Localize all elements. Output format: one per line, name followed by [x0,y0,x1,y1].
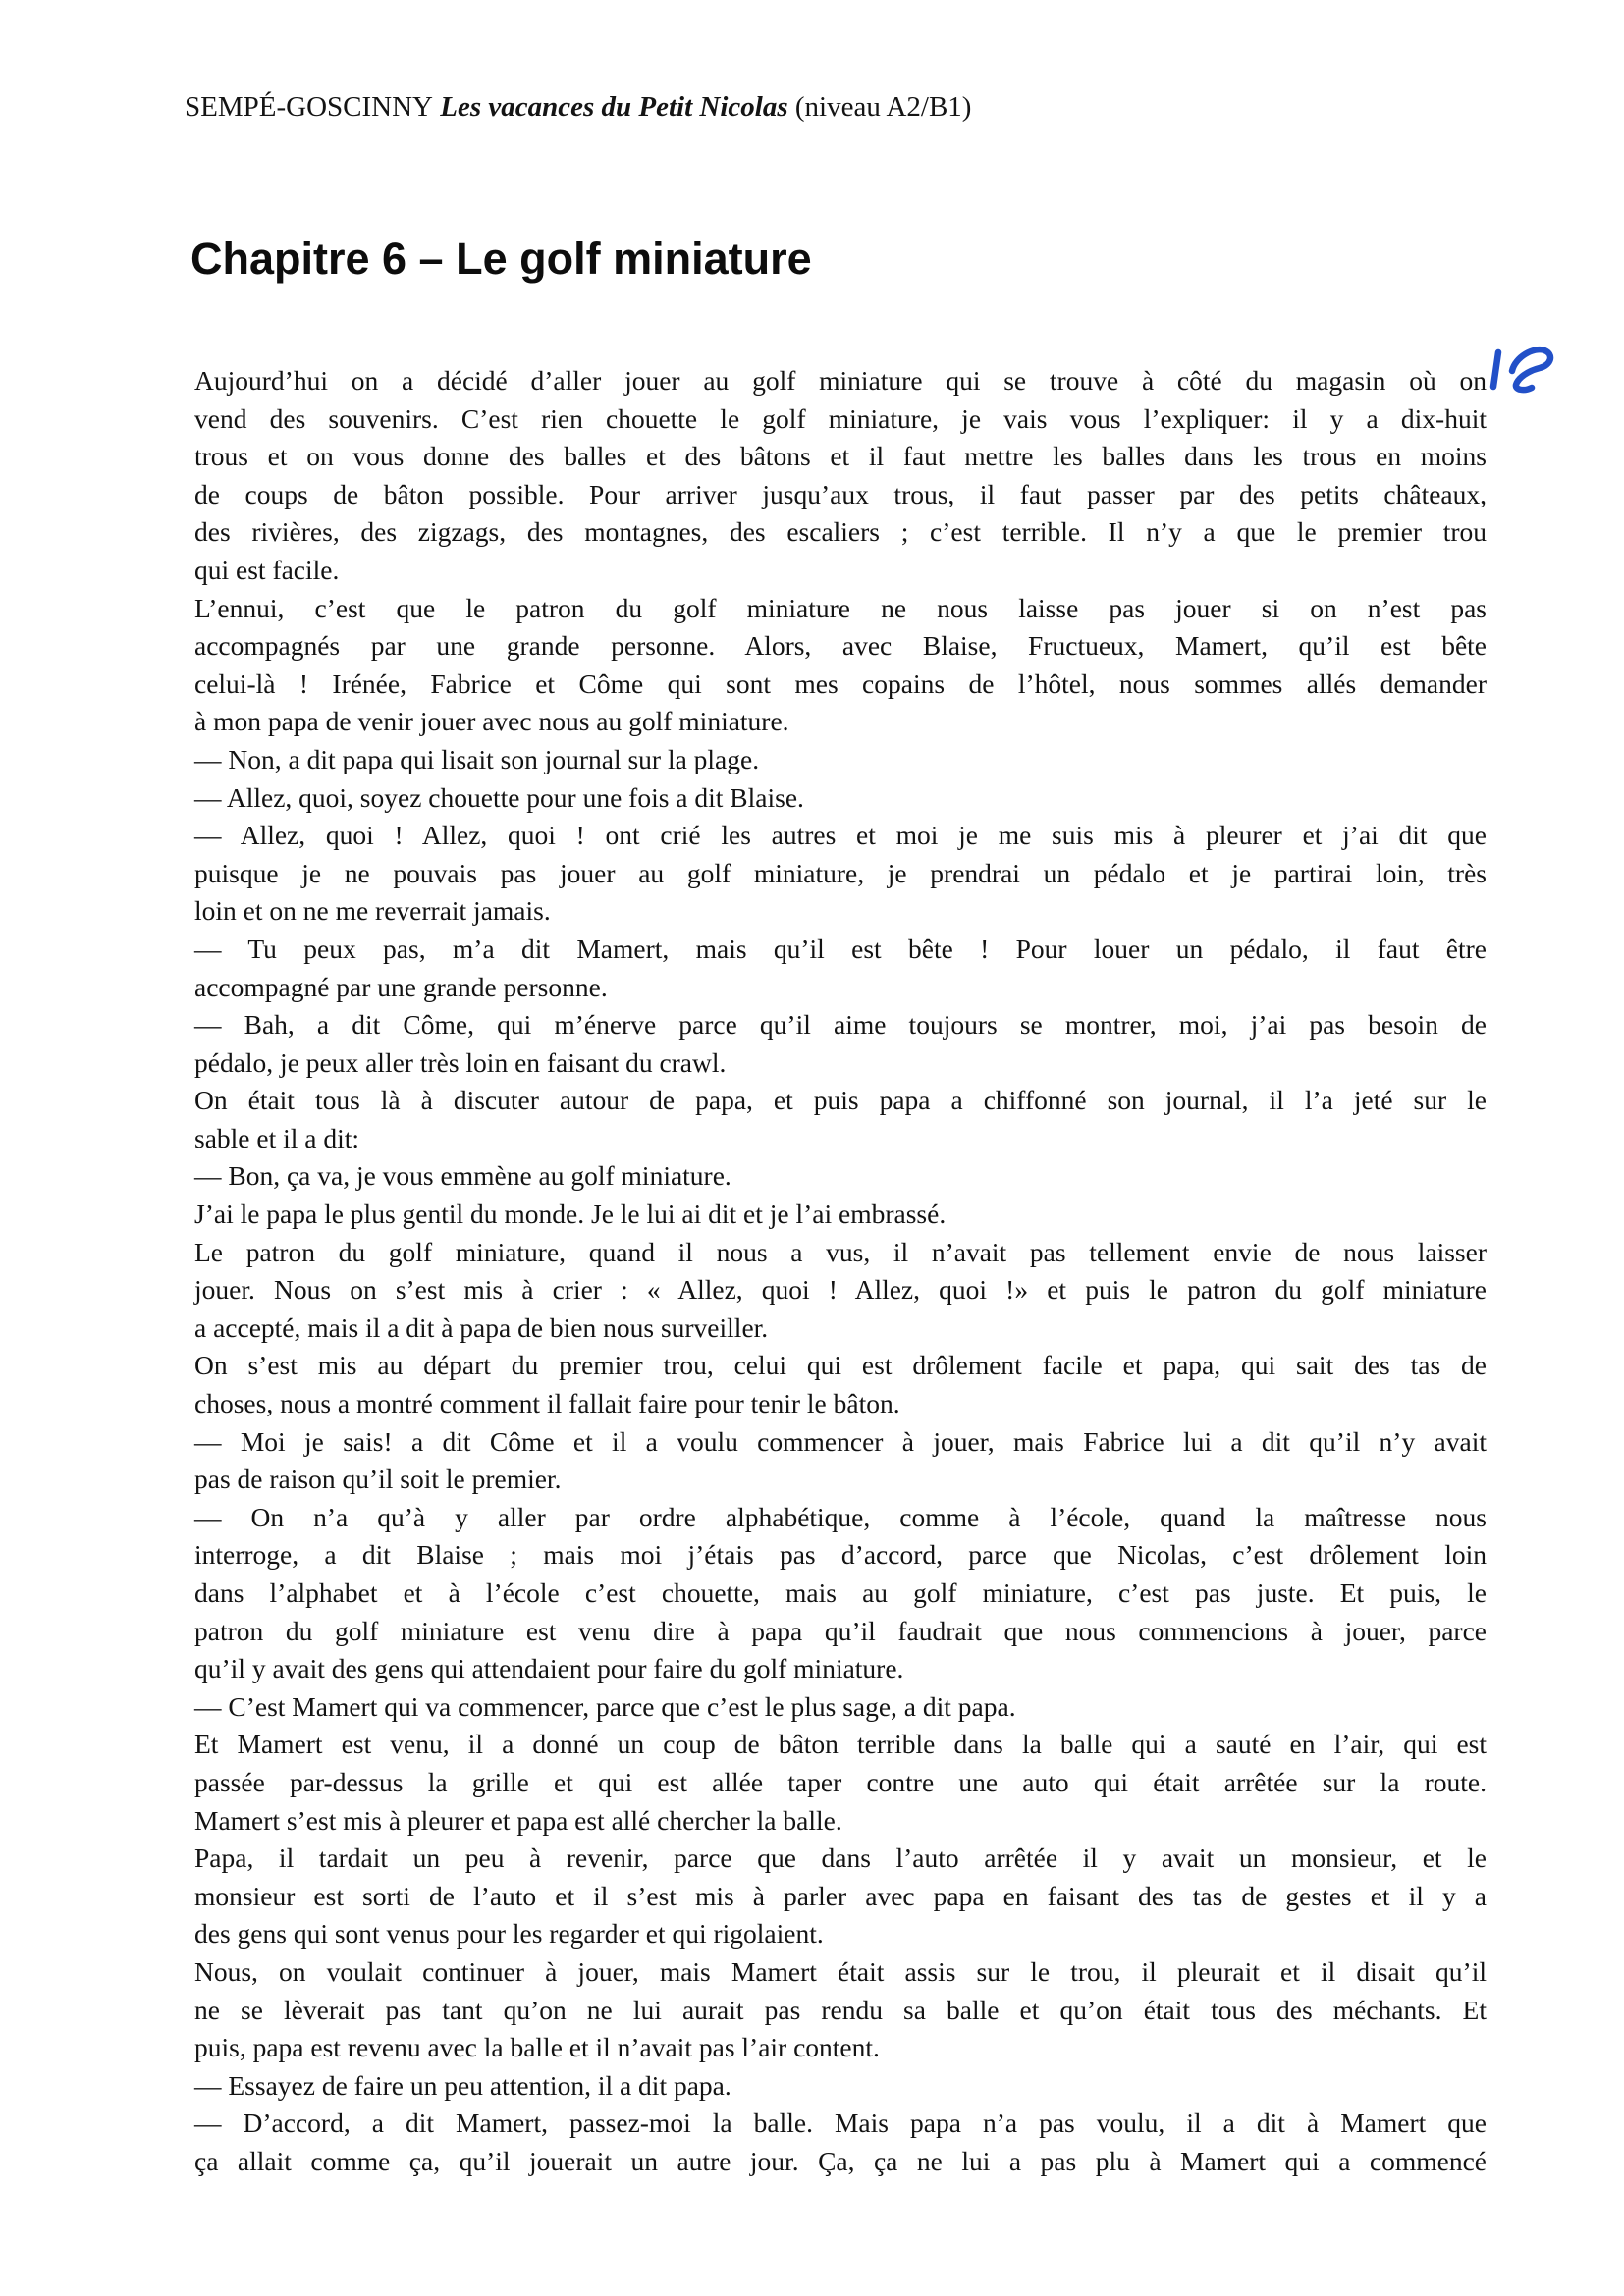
text-line: Mamert s’est mis à pleurer et papa est allé chercher la balle. [194,1804,842,1836]
text-line: — Bah, a dit Côme, qui m’énerve parce qu’il aime toujours se montrer, moi, j’ai pas besoin de [194,1009,1487,1041]
text-line: — Allez, quoi ! Allez, quoi ! ont crié les autres et moi je me suis mis à pleurer et j’ai dit que [194,820,1487,851]
paragraph [194,1726,1487,1840]
text-line: On s’est mis au départ du premier trou, celui qui est drôlement facile et papa, qui sait des tas de [194,1350,1487,1381]
paragraph [194,779,1487,818]
text-line: à mon papa de venir jouer avec nous au golf miniature. [194,706,789,737]
text-line: L’ennui, c’est que le patron du golf miniature ne nous laisse pas jouer si on n’est pas [194,592,1487,623]
level-label: (niveau A2/B1) [794,91,972,123]
text-line: loin et on ne me reverrait jamais. [194,895,551,927]
text-line: — Bon, ça va, je vous emmène au golf miniature. [194,1160,731,1192]
text-line: des gens qui sont venus pour les regarder et qui rigolaient. [194,1918,824,1949]
text-line: Le patron du golf miniature, quand il nous a vus, il n’avait pas tellement envie de nous laisser [194,1236,1487,1267]
text-line: interroge, a dit Blaise ; mais moi j’étais pas d’accord, parce que Nicolas, c’est drôlement loin [194,1539,1487,1571]
text-line: Et Mamert est venu, il a donné un coup de bâton terrible dans la balle qui a sauté en l’air, qui est [194,1729,1487,1760]
paragraph [194,1688,1487,1727]
text-line: jouer. Nous on s’est mis à crier : « Allez, quoi ! Allez, quoi !» et puis le patron du golf miniature [194,1274,1487,1306]
paragraph [194,1499,1487,1688]
paragraph [194,1840,1487,1953]
author-name: SEMPÉ-GOSCINNY [185,91,433,123]
paragraph [194,2067,1487,2106]
paragraph [194,1157,1487,1196]
text-line: ça allait comme ça, qu’il jouerait un autre jour. Ça, ça ne lui a pas plu à Mamert qui a commencé [194,2145,1487,2176]
text-line: celui-là ! Irénée, Fabrice et Côme qui sont mes copains de l’hôtel, nous sommes allés demander [194,667,1487,699]
paragraph [194,1006,1487,1082]
text-line: Papa, il tardait un peu à revenir, parce que dans l’auto arrêtée il y avait un monsieur, et le [194,1842,1487,1874]
text-line: monsieur est sorti de l’auto et il s’est mis à parler avec papa en faisant des tas de gestes et il y a [194,1880,1487,1911]
text-line: choses, nous a montré comment il fallait faire pour tenir le bâton. [194,1388,900,1419]
text-line: Aujourd’hui on a décidé d’aller jouer au golf miniature qui se trouve à côté du magasin où on [194,365,1487,396]
paragraph [194,1082,1487,1157]
text-line: dans l’alphabet et à l’école c’est chouette, mais au golf miniature, c’est pas juste. Et puis, le [194,1577,1487,1608]
paragraph [194,362,1487,590]
text-line: — Non, a dit papa qui lisait son journal sur la plage. [194,743,760,774]
text-line: accompagnés par une grande personne. Alors, avec Blaise, Fructueux, Mamert, qu’il est bête [194,630,1487,662]
paragraph [194,1196,1487,1234]
paragraph [194,931,1487,1006]
text-line: sable et il a dit: [194,1122,360,1153]
paragraph [194,741,1487,779]
digit-1-stroke [1493,352,1498,387]
text-line: qui est facile. [194,554,340,585]
text-line: de coups de bâton possible. Pour arriver jusqu’aux trous, il faut passer par des petits châteaux, [194,478,1487,509]
text-line: On était tous là à discuter autour de papa, et puis papa a chiffonné son journal, il l’a jeté sur le [194,1085,1487,1116]
text-line: pas de raison qu’il soit le premier. [194,1464,562,1495]
paragraph [194,817,1487,931]
text-line: — C’est Mamert qui va commencer, parce que c’est le plus sage, a dit papa. [194,1690,1016,1722]
text-line: — D’accord, a dit Mamert, passez-moi la balle. Mais papa n’a pas voulu, il a dit à Mamert que [194,2108,1487,2139]
paragraph [194,1423,1487,1499]
paragraph [194,590,1487,741]
header-space2 [788,91,795,123]
paragraph [194,1953,1487,2067]
text-line: — On n’a qu’à y aller par ordre alphabétique, comme à l’école, quand la maîtresse nous [194,1501,1487,1532]
text-line: vend des souvenirs. C’est rien chouette le golf miniature, je vais vous l’expliquer: il y a dix-huit [194,402,1487,434]
paragraph [194,1234,1487,1348]
text-line: — Tu peux pas, m’a dit Mamert, mais qu’il est bête ! Pour louer un pédalo, il faut être [194,933,1487,964]
body-text [194,362,1487,2181]
text-line: qu’il y avait des gens qui attendaient pour faire du golf miniature. [194,1653,904,1684]
paragraph [194,1347,1487,1422]
text-line: ne se lèverait pas tant qu’on ne lui aurait pas rendu sa balle et qu’on était tous des méchants. Et [194,1994,1487,2025]
book-title: Les vacances du Petit Nicolas [440,91,788,123]
text-line: a accepté, mais il a dit à papa de bien nous surveiller. [194,1311,769,1343]
page-header [185,90,971,124]
text-line: — Essayez de faire un peu attention, il a dit papa. [194,2069,731,2101]
paragraph [194,2105,1487,2180]
text-line: des rivières, des zigzags, des montagnes, des escaliers ; c’est terrible. Il n’y a que le premier trou [194,516,1487,548]
text-line: pédalo, je peux aller très loin en faisant du crawl. [194,1046,727,1078]
text-line: — Allez, quoi, soyez chouette pour une fois a dit Blaise. [194,781,804,813]
text-line: passée par-dessus la grille et qui est allée taper contre une auto qui était arrêtée sur la route. [194,1766,1487,1797]
text-line: puis, papa est revenu avec la balle et il n’avait pas l’air content. [194,2032,880,2063]
chapter-title: Chapitre 6 – Le golf miniature [190,234,812,284]
text-line: puisque je ne pouvais pas jouer au golf miniature, je prendrai un pédalo et je partirai loin, très [194,857,1487,888]
digit-2-stroke [1512,349,1550,390]
handwritten-page-number [1483,340,1565,400]
text-line: patron du golf miniature est venu dire à papa qu’il faudrait que nous commencions à jouer, parce [194,1615,1487,1646]
text-line: J’ai le papa le plus gentil du monde. Je le lui ai dit et je l’ai embrassé. [194,1199,947,1230]
text-line: accompagné par une grande personne. [194,971,608,1002]
text-line: Nous, on voulait continuer à jouer, mais Mamert était assis sur le trou, il pleurait et il disait qu’il [194,1955,1487,1987]
text-line: — Moi je sais! a dit Côme et il a voulu commencer à jouer, mais Fabrice lui a dit qu’il n’y avait [194,1425,1487,1457]
text-line: trous et on vous donne des balles et des bâtons et il faut mettre les balles dans les trous en moins [194,441,1487,472]
